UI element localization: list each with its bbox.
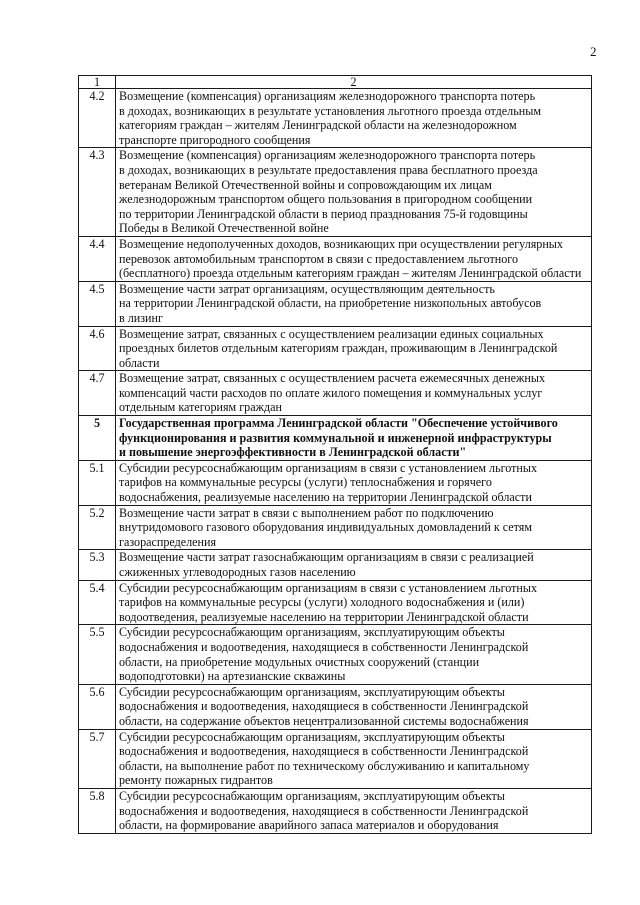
table-row — [79, 148, 592, 237]
description-line: области, на содержание объектов нецентрализованной системы водоснабжения — [119, 713, 529, 728]
row-description — [116, 326, 592, 371]
table-row — [79, 89, 592, 148]
description-line: железнодорожным транспортом общего пользования в пригородном сообщении — [119, 192, 533, 207]
description-line: области, на выполнение работ по техническому обслуживанию и капитальному — [119, 758, 530, 773]
description-line: (бесплатного) проезда отдельным категориям граждан – жителям Ленинградской области — [119, 266, 582, 281]
description-line: Субсидии ресурсоснабжающим организациям в связи с установлением льготных — [119, 580, 538, 595]
description-line: тарифов на коммунальные ресурсы (услуги) холодного водоснабжения и (или) — [119, 595, 525, 610]
row-number: 4.5 — [79, 281, 116, 326]
description-line: водоснабжения и водоотведения, находящиеся в собственности Ленинградской — [119, 639, 529, 654]
description-line: области — [119, 355, 160, 370]
description-line: Возмещение (компенсация) организациям железнодорожного транспорта потерь — [119, 89, 536, 103]
subsidy-table — [78, 75, 592, 834]
description-line: водоснабжения и водоотведения, находящиеся в собственности Ленинградской — [119, 803, 529, 818]
description-line: тарифов на коммунальные ресурсы (услуги) теплоснабжения и горячего — [119, 475, 492, 490]
row-description — [116, 550, 592, 580]
description-line: компенсаций части расходов по оплате жилого помещения и коммунальных услуг — [119, 385, 543, 400]
description-line: водоснабжения, реализуемые населению на территории Ленинградской области — [119, 490, 532, 505]
description-line: в доходах, возникающих в результате предоставления права бесплатного проезда — [119, 162, 538, 177]
description-line: проездных билетов отдельным категориям граждан, проживающим в Ленинградской — [119, 341, 558, 356]
row-number: 4.6 — [79, 326, 116, 371]
table-body — [79, 76, 592, 834]
table-row — [79, 684, 592, 729]
row-description — [116, 788, 592, 833]
row-description — [116, 505, 592, 550]
row-number: 5.3 — [79, 550, 116, 580]
description-line: транспорте пригородного сообщения — [119, 132, 311, 147]
row-description — [116, 236, 592, 281]
row-number: 5.5 — [79, 625, 116, 684]
table-row — [79, 326, 592, 371]
description-line: в лизинг — [119, 310, 163, 325]
row-number: 4.7 — [79, 371, 116, 416]
section-row — [79, 416, 592, 461]
row-description — [116, 89, 592, 148]
description-line: категориям граждан – жителям Ленинградской области на железнодорожном — [119, 118, 517, 133]
description-line: Победы в Великой Отечественной войне — [119, 221, 329, 236]
row-number: 5.1 — [79, 460, 116, 505]
description-line: водоснабжения и водоотведения, находящиеся в собственности Ленинградской — [119, 699, 529, 714]
description-line: Субсидии ресурсоснабжающим организациям, эксплуатирующим объекты — [119, 788, 505, 803]
description-line: ремонту пожарных гидрантов — [119, 773, 273, 788]
row-description — [116, 580, 592, 625]
description-line: функционирования и развития коммунальной и инженерной инфраструктуры — [119, 430, 552, 445]
table-row — [79, 625, 592, 684]
description-line: в доходах, возникающих в результате установления льготного проезда отдельным — [119, 103, 541, 118]
description-line: Государственная программа Ленинградской области "Обеспечение устойчивого — [119, 416, 558, 431]
row-number: 4.2 — [79, 89, 116, 148]
description-line: ветеранам Великой Отечественной войны и сопровождающим их лицам — [119, 177, 492, 192]
row-number: 5 — [79, 416, 116, 461]
description-line: газораспределения — [119, 534, 217, 549]
description-line: и повышение энергоэффективности в Ленинградской области" — [119, 445, 467, 460]
description-line: перевозок автомобильным транспортом в связи с предоставлением льготного — [119, 251, 518, 266]
header-col-number: 1 — [79, 76, 116, 89]
description-line: Возмещение затрат, связанных с осуществлением реализации единых социальных — [119, 326, 544, 341]
row-number: 5.2 — [79, 505, 116, 550]
description-line: на территории Ленинградской области, на приобретение низкопольных автобусов — [119, 296, 542, 311]
table-header-row — [79, 76, 592, 89]
description-line: водоподготовки) на артезианские скважины — [119, 669, 346, 684]
description-line: сжиженных углеводородных газов населению — [119, 565, 356, 579]
row-description — [116, 148, 592, 237]
row-number: 5.7 — [79, 729, 116, 788]
header-col-description: 2 — [116, 76, 592, 89]
page-number: 2 — [590, 44, 597, 59]
row-number: 5.8 — [79, 788, 116, 833]
table-row — [79, 505, 592, 550]
description-line: области, на формирование аварийного запаса материалов и оборудования — [119, 818, 499, 833]
description-line: Возмещение затрат, связанных с осуществлением расчета ежемесячных денежных — [119, 371, 545, 386]
table-row — [79, 788, 592, 833]
description-line: Субсидии ресурсоснабжающим организациям, эксплуатирующим объекты — [119, 684, 505, 699]
table-row — [79, 550, 592, 580]
row-number: 5.4 — [79, 580, 116, 625]
description-line: Возмещение части затрат организациям, осуществляющим деятельность — [119, 281, 495, 296]
table-row — [79, 281, 592, 326]
row-description — [116, 371, 592, 416]
description-line: Субсидии ресурсоснабжающим организациям, эксплуатирующим объекты — [119, 625, 505, 640]
row-number: 5.6 — [79, 684, 116, 729]
description-line: Возмещение недополученных доходов, возникающих при осуществлении регулярных — [119, 236, 563, 251]
description-line: водоотведения, реализуемые населению на территории Ленинградской области — [119, 609, 529, 624]
table-row — [79, 236, 592, 281]
table-row — [79, 460, 592, 505]
description-line: Возмещение части затрат газоснабжающим организациям в связи с реализацией — [119, 550, 534, 565]
table-row — [79, 371, 592, 416]
row-description — [116, 281, 592, 326]
row-number: 4.4 — [79, 236, 116, 281]
description-line: Субсидии ресурсоснабжающим организациям, эксплуатирующим объекты — [119, 729, 505, 744]
row-number: 4.3 — [79, 148, 116, 237]
table-row — [79, 580, 592, 625]
table-row — [79, 729, 592, 788]
row-description — [116, 684, 592, 729]
row-description — [116, 729, 592, 788]
row-description — [116, 460, 592, 505]
description-line: Возмещение части затрат в связи с выполнением работ по подключению — [119, 505, 494, 520]
description-line: Возмещение (компенсация) организациям железнодорожного транспорта потерь — [119, 148, 536, 163]
row-description — [116, 416, 592, 461]
description-line: водоснабжения и водоотведения, находящиеся в собственности Ленинградской — [119, 744, 529, 759]
description-line: отдельным категориям граждан — [119, 400, 282, 415]
description-line: области, на приобретение модульных очистных сооружений (станции — [119, 654, 480, 669]
description-line: внутридомового газового оборудования индивидуальных домовладений к сетям — [119, 520, 532, 535]
description-line: по территории Ленинградской области в период празднования 75-й годовщины — [119, 206, 528, 221]
description-line: Субсидии ресурсоснабжающим организациям в связи с установлением льготных — [119, 460, 538, 475]
row-description — [116, 625, 592, 684]
